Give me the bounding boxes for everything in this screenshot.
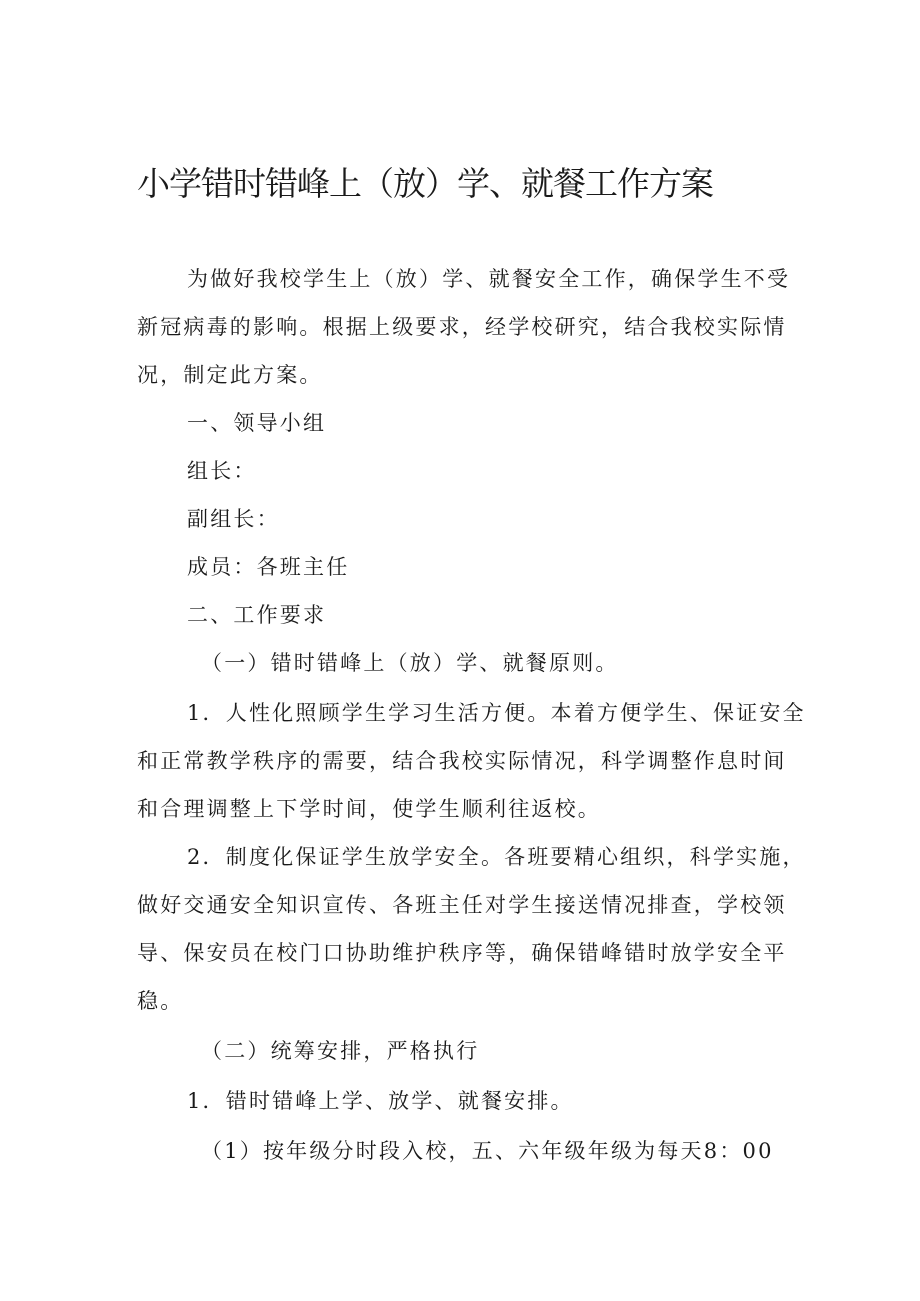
- paragraph-line: 况，制定此方案。: [137, 363, 323, 387]
- subsection-heading: （一）错时错峰上（放）学、就餐原则。: [201, 651, 619, 675]
- paragraph-line: 1．人性化照顾学生学习生活方便。本着方便学生、保证安全: [187, 701, 806, 725]
- paragraph-line: （1）按年级分时段入校，五、六年级年级为每天8：00: [201, 1139, 774, 1163]
- section-heading: 一、领导小组: [187, 411, 327, 435]
- paragraph-line: 和合理调整上下学时间，使学生顺利往返校。: [137, 797, 601, 821]
- document-title: 小学错时错峰上（放）学、就餐工作方案: [137, 164, 713, 203]
- section-heading: 二、工作要求: [187, 603, 327, 627]
- paragraph-line: 为做好我校学生上（放）学、就餐安全工作，确保学生不受: [187, 267, 791, 291]
- paragraph-line: 2．制度化保证学生放学安全。各班要精心组织，科学实施，: [187, 845, 806, 869]
- paragraph-line: 稳。: [137, 989, 184, 1013]
- paragraph-line: 成员：各班主任: [187, 555, 350, 579]
- paragraph-line: 组长：: [187, 459, 257, 483]
- paragraph-line: 副组长：: [187, 507, 280, 531]
- paragraph-line: 1．错时错峰上学、放学、就餐安排。: [187, 1089, 574, 1113]
- paragraph-line: 导、保安员在校门口协助维护秩序等，确保错峰错时放学安全平: [137, 941, 787, 965]
- paragraph-line: 和正常教学秩序的需要，结合我校实际情况，科学调整作息时间: [137, 749, 787, 773]
- paragraph-line: 新冠病毒的影响。根据上级要求，经学校研究，结合我校实际情: [137, 315, 787, 339]
- paragraph-line: 做好交通安全知识宣传、各班主任对学生接送情况排查，学校领: [137, 893, 787, 917]
- subsection-heading: （二）统筹安排，严格执行: [201, 1039, 480, 1063]
